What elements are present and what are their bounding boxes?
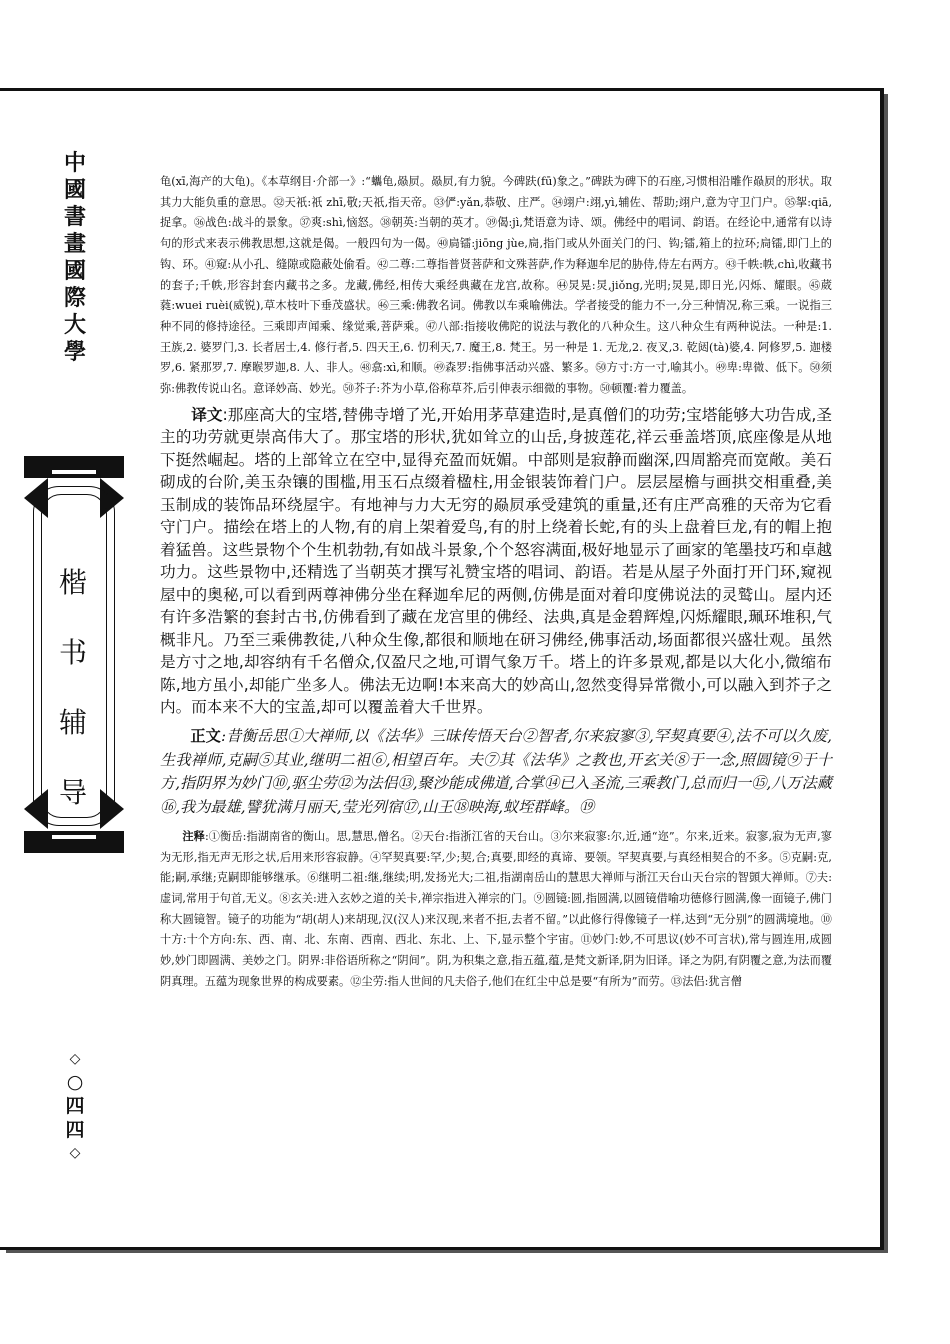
page-frame-shadow-bottom [6,1250,888,1253]
notes-paragraph [160,826,832,993]
ornament-chevron-right-bottom [100,789,124,829]
ornament-chevron-left-bottom [24,789,48,829]
original-text-label: 正文 [190,726,221,745]
translation-text: :那座高大的宝塔,替佛寺增了光,开始用茅草建造时,是真僧们的功劳;宝塔能够大功告成,圣主的功劳就更崇高伟大了。那宝塔的形状,犹如耸立的山岳,身披莲花,祥云垂盖塔顶,底座像是从地下挺然崛起。塔的上部耸立在空中,显得充盈而妩媚。中部则是寂静而幽深,四周豁亮而宽敞。美石砌成的台阶,美玉杂镶的围槛,用玉石点缀着楹柱,用金银装饰着门户。层层屋檐与画拱交相重叠,美玉制成的装饰品环绕屋宇。有地神与力大无穷的赑屃承受建筑的重量,还有庄严高雅的天帝为它看守门户。描绘在塔上的人物,有的肩上架着爱鸟,有的肘上绕着长蛇,有的头上盘着巨龙,有的帽上抱着猛兽。这些景物个个生机勃勃,有如战斗景象,个个怒容满面,极好地显示了画家的笔墨技巧和卓越功力。这些景物中,还精选了当朝英才撰写礼赞宝塔的唱词、韵语。若是从屋子外面打开门环,窥视屋中的奥秘,可以看到两尊神佛分坐在释迦牟尼的两侧,仿佛是面对着印度佛说法的灵鹫山。屋内还有许多浩繁的套封古书,仿佛看到了藏在龙宫里的佛经、法典,真是金碧辉煌,闪烁耀眼,珮环堆积,气概非凡。乃至三乘佛教徒,八种众生像,都很和顺地在研习佛经,佛事活动,场面都很兴盛壮观。虽然是方寸之地,却容纳有千名僧众,仅盈尺之地,可谓气象万千。塔上的许多景观,都是以大化小,微缩布陈,地方虽小,却能广坐多人。佛法无边啊!本来高大的妙高山,忽然变得异常微小,可以融入到芥子之内。而本来不大的宝盖,却可以覆盖着大千世界。 [160,405,832,717]
ornament-band-top [24,456,124,478]
diamond-ornament-top: ◇ [69,1051,81,1067]
page-frame-shadow-right [884,94,888,1252]
section-title: 楷书辅导 [58,566,87,809]
page-number-block [60,1048,90,1164]
original-text-paragraph [160,725,832,820]
translation-label: 译文 [191,405,223,424]
main-text-area [160,172,832,993]
notes-continued: 龟(xī,海产的大龟)。《本草纲目·介部一》:“蠵龟,赑屃。赑屃,有力貌。今碑趺(fū)象之。”碑趺为碑下的石座,习惯相沿雕作赑屃的形状。取其力大能负重的意思。㉜天祇:祇 zhī,敬;天祇,指天帝。㉝俨:yǎn,恭敬、庄严。㉞翊户:翊,yì,辅佐、帮助;翊户,意为守卫门户。㉟挐:qiā,捉拿。㊱战色:战斗的景象。㊲爽:shì,恼怒。㊳朝英:当朝的英才。㊴偈:jì,梵语意为诗、颂。佛经中的唱词、韵语。在经论中,通常有以诗句的形式来表示佛教思想,这就是偈。一般四句为一偈。㊵扃镭:jiōng jùe,扃,指门或从外面关门的闩、钩;镭,箱上的拉环;扃镭,即门上的钩、环。㊶窥:从小孔、缝隙或隐蔽处偷看。㊷二尊:二尊指普贤菩萨和文殊菩萨,作为释迦牟尼的胁侍,侍左右两方。㊸千帙:帙,chì,收藏书的套子;千帙,形容封套内藏书之多。龙藏,佛经,相传大乘经典藏在龙宫,故称。㊹炅晃:炅,jiǒng,光明;炅晃,即日光,闪烁、耀眼。㊺葳蕤:wuei ruèi(威锐),草木枝叶下垂茂盛状。㊻三乘:佛教名词。佛教以车乘喻佛法。学者接受的能力不一,分三种情况,称三乘。一说指三种不同的修持途径。三乘即声闻乘、缘觉乘,菩萨乘。㊼八部:指接收佛陀的说法与教化的八种众生。这八种众生有两种说法。一种是:1. 王族,2. 婆罗门,3. 长者居士,4. 修行者,5. 四天王,6. 忉利天,7. 魔王,8. 梵王。另一种是 1. 无龙,2. 夜叉,3. 乾闼(tà)婆,4. 阿修罗,5. 迦楼罗,6. 紧那罗,7. 摩睺罗迦,8. 人、非人。㊽翕:xì,和顺。㊾森罗:指佛事活动兴盛、繁多。㊿方寸:方一寸,喻其小。㊾卑:卑微、低下。㊿须弥:佛教传说山名。意译妙高、妙光。㊿芥子:芥为小草,俗称草芥,后引伸表示细微的事物。㊿顿覆:着力覆盖。 [160,175,832,396]
page-frame-top-border [0,88,884,91]
diamond-ornament-bottom: ◇ [69,1145,81,1161]
notes-text: :①衡岳:指湖南省的衡山。思,慧思,僧名。②天台:指浙江省的天台山。③尔来寂寥:尔,近,通“迩”。尔来,近来。寂寥,寂为无声,寥为无形,指无声无形之状,后用来形容寂静。④罕契真要:罕,少;契,合;真要,即经的真谛、要领。罕契真要,与真经相契合的不多。⑤克嗣:克,能;嗣,承继;克嗣即能够继承。⑥继明二祖:继,继续;明,发扬光大;二祖,指湖南岳山的慧思大禅师与浙江天台山天台宗的智顗大禅师。⑦夫:虚词,常用于句首,无义。⑧玄关:进入玄妙之道的关卡,禅宗指进入禅宗的门。⑨圆镜:圆,指圆满,以圆镜借喻功德修行圆满,像一面镜子,佛门称大圆镜智。镜子的功能为“胡(胡人)来胡现,汉(汉人)来汉现,来者不拒,去者不留。”以此修行得像镜子一样,达到“无分别”的圆满境地。⑩十方:十个方向:东、西、南、北、东南、西南、西北、东北、上、下,显示整个宇宙。⑪妙门:妙,不可思议(妙不可言状),常与圆连用,成圆妙,妙门即圆满、美妙之门。阴界:非俗语所称之“阴间”。阴,为积集之意,指五蕴,蕴,是梵文新译,阴为旧译。译之为阴,有阴覆之意,为法而覆阴真理。五蕴为现象世界的构成要素。⑫尘劳:指人世间的凡夫俗子,他们在红尘中总是要“有所为”而劳。⑬法侣:犹言僧 [160,829,832,988]
original-text: :昔衡岳思①大禅师,以《法华》三昧传悟天台②智者,尔来寂寥③,罕契真要④,法不可以久废,生我禅师,克嗣⑤其业,继明二祖⑥,相望百年。夫⑦其《法华》之教也,开玄关⑧于一念,照圆镜⑨于十方,指阴界为妙门⑩,驱尘劳⑫为法侣⑬,聚沙能成佛道,合掌⑭已入圣流,三乘教门,总而归一⑮,八万法藏⑯,我为最雄,譬犹满月丽天,莹光列宿⑰,山王⑱映海,蚁垤群峰。⑲ [160,726,832,817]
notes-label: 注释 [182,828,205,843]
series-title: 中國書畫國際大學 [63,151,86,365]
page-number: ○四四 [65,1071,85,1141]
ornament-band-bottom [24,831,124,853]
translation-paragraph [160,404,832,719]
